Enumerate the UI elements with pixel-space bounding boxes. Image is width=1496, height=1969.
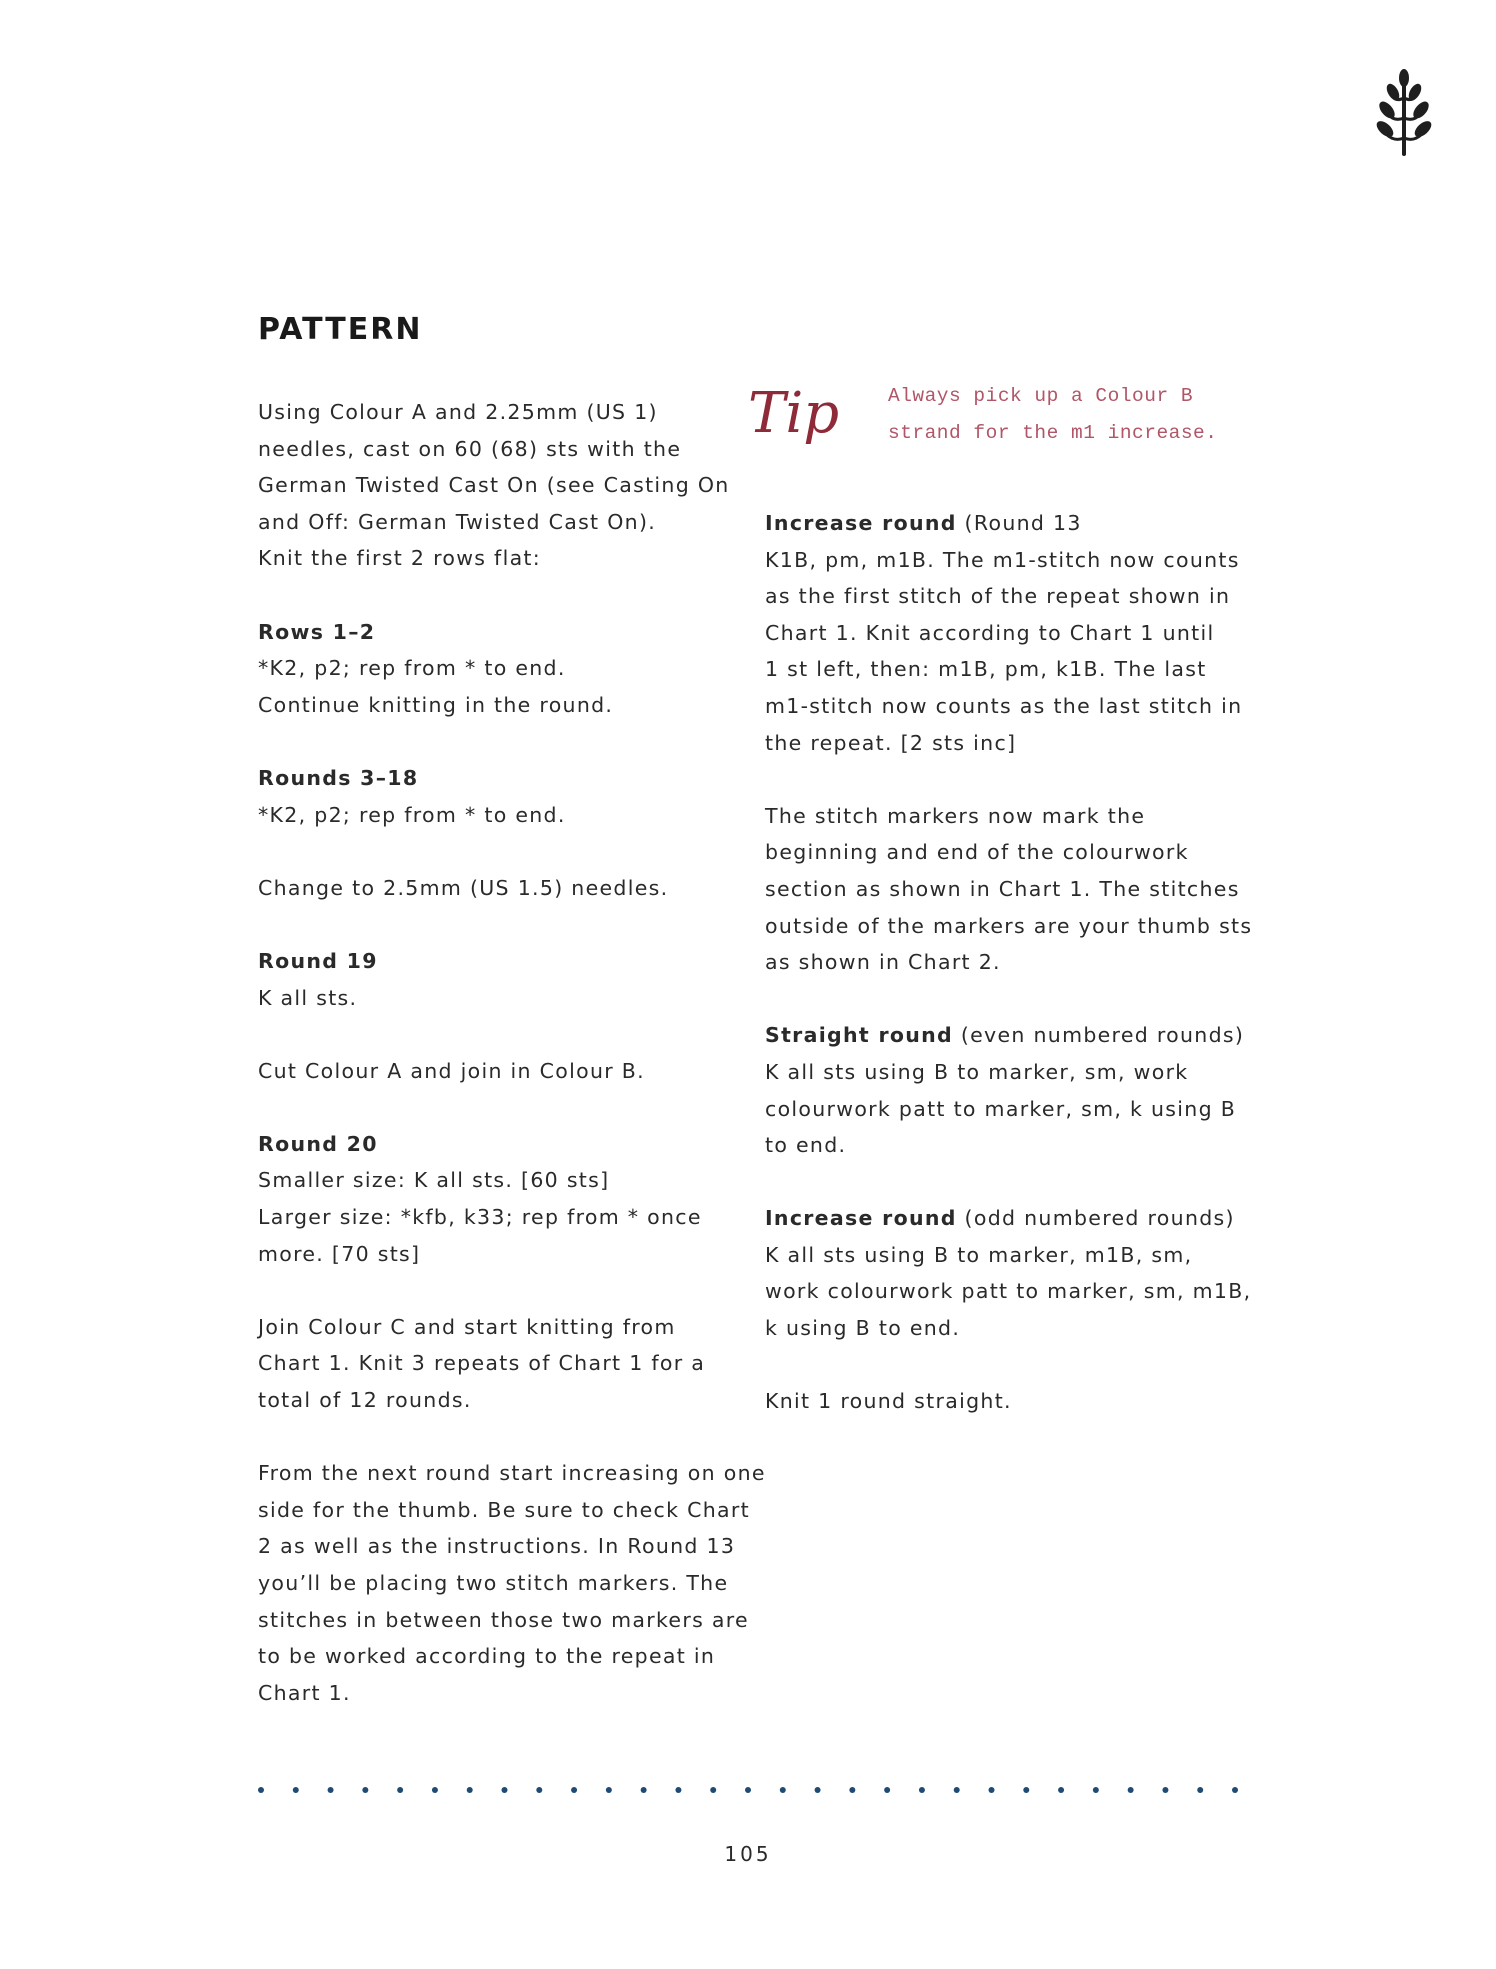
- text-line: beginning and end of the colourwork: [765, 840, 1189, 865]
- divider-dot: [467, 1787, 473, 1793]
- text-line: to end.: [765, 1133, 847, 1158]
- text-line: Chart 1. Knit 3 repeats of Chart 1 for a: [258, 1351, 706, 1376]
- divider-dot: [989, 1787, 995, 1793]
- text-line: *K2, p2; rep from * to end.: [258, 802, 566, 827]
- section-heading: Straight round: [765, 1023, 953, 1048]
- text-line: m1-stitch now counts as the last stitch in: [765, 693, 1243, 718]
- right-column: [765, 505, 1265, 1456]
- section-heading-line: [765, 1017, 1265, 1054]
- text-line: k using B to end.: [765, 1316, 961, 1341]
- divider-dot: [1093, 1787, 1099, 1793]
- text-line: more. [70 sts]: [258, 1241, 421, 1266]
- section-heading-suffix: (Round 13: [956, 511, 1082, 535]
- text-line: Continue knitting in the round.: [258, 692, 614, 717]
- section-heading: Rows 1–2: [258, 619, 376, 644]
- text-line: work colourwork patt to marker, sm, m1B,: [765, 1279, 1252, 1304]
- divider-dot: [710, 1787, 716, 1793]
- text-line: you’ll be placing two stitch markers. The: [258, 1571, 729, 1595]
- text-line: Join Colour C and start knitting from: [258, 1314, 676, 1339]
- section-heading-line: [765, 1200, 1265, 1237]
- text-line: and Off: German Twisted Cast On).: [258, 509, 657, 534]
- divider-dot: [293, 1787, 299, 1793]
- page-number: 105: [724, 1842, 772, 1866]
- section-heading-suffix: (odd numbered rounds): [956, 1206, 1235, 1231]
- divider-dot: [432, 1787, 438, 1793]
- text-line: colourwork patt to marker, sm, k using B: [765, 1096, 1237, 1121]
- divider-dot: [606, 1787, 612, 1793]
- section-heading: Round 20: [258, 1131, 378, 1156]
- divider-dot: [884, 1787, 890, 1793]
- divider-dot: [397, 1787, 403, 1793]
- increase-round-13-section: [765, 505, 1265, 761]
- text-line: as shown in Chart 2.: [765, 950, 1001, 975]
- text-line: K all sts using B to marker, m1B, sm,: [765, 1242, 1193, 1267]
- divider-dot: [954, 1787, 960, 1793]
- tip-label: [748, 380, 844, 450]
- straight-round-section: [765, 1017, 1265, 1163]
- sprig-leaf-icon: [1372, 68, 1436, 156]
- intro-paragraph: [258, 394, 740, 577]
- section-heading: Rounds 3–18: [258, 765, 419, 790]
- join-colour-c-paragraph: [258, 1309, 740, 1419]
- section-heading-line: [765, 505, 1265, 542]
- final-paragraph: [765, 1383, 1265, 1420]
- text-line: side for the thumb. Be sure to check Chart: [258, 1497, 750, 1522]
- text-line: Chart 1.: [258, 1680, 351, 1705]
- round-20-section: [258, 1126, 740, 1272]
- text-line: 1 st left, then: m1B, pm, k1B. The last: [765, 657, 1207, 682]
- divider-dot: [1162, 1787, 1168, 1793]
- divider-dot: [1197, 1787, 1203, 1793]
- text-line: section as shown in Chart 1. The stitches: [765, 876, 1240, 901]
- tip-line: Always pick up a Colour B: [888, 385, 1194, 407]
- text-line: Cut Colour A and join in Colour B.: [258, 1058, 645, 1083]
- text-line: to be worked according to the repeat in: [258, 1644, 716, 1669]
- divider-dot: [815, 1787, 821, 1793]
- text-line: Knit the first 2 rows flat:: [258, 546, 541, 571]
- divider-dot: [849, 1787, 855, 1793]
- text-line: K all sts.: [258, 985, 358, 1010]
- divider-dot: [258, 1787, 264, 1793]
- text-line: stitches in between those two markers are: [258, 1607, 749, 1632]
- rows-1-2-section: [258, 614, 740, 724]
- markers-note-paragraph: [765, 798, 1265, 981]
- text-line: Larger size: *kfb, k33; rep from * once: [258, 1205, 702, 1230]
- text-line: German Twisted Cast On (see Casting On: [258, 473, 730, 498]
- divider-dot: [571, 1787, 577, 1793]
- text-line: the repeat. [2 sts inc]: [765, 730, 1017, 755]
- text-line: Change to 2.5mm (US 1.5) needles.: [258, 875, 669, 900]
- text-line: *K2, p2; rep from * to end.: [258, 656, 566, 681]
- divider-dot: [1058, 1787, 1064, 1793]
- text-line: Chart 1. Knit according to Chart 1 until: [765, 620, 1215, 645]
- text-line: Knit 1 round straight.: [765, 1389, 1012, 1414]
- divider-dot: [919, 1787, 925, 1793]
- dotted-divider: [258, 1784, 1238, 1796]
- divider-dot: [362, 1787, 368, 1793]
- left-column: [258, 394, 766, 1748]
- divider-dot: [1232, 1787, 1238, 1793]
- tip-label-text: Tip: [748, 381, 840, 446]
- section-heading: Round 19: [258, 948, 378, 973]
- text-line: Using Colour A and 2.25mm (US 1): [258, 400, 658, 424]
- increase-round-odd-section: [765, 1200, 1265, 1346]
- thumb-note-paragraph: [258, 1455, 766, 1711]
- divider-dot: [536, 1787, 542, 1793]
- text-line: as the first stitch of the repeat shown in: [765, 584, 1231, 609]
- round-19-section: [258, 943, 740, 1016]
- divider-dot: [641, 1787, 647, 1793]
- rounds-3-18-section: [258, 760, 740, 833]
- tip-note: [888, 378, 1217, 452]
- text-line: 2 as well as the instructions. In Round 13: [258, 1534, 736, 1559]
- text-line: K1B, pm, m1B. The m1-stitch now counts: [765, 547, 1240, 572]
- divider-dot: [780, 1787, 786, 1793]
- section-heading: Increase round: [765, 511, 957, 535]
- text-line: K all sts using B to marker, sm, work: [765, 1059, 1189, 1084]
- text-line: From the next round start increasing on one: [258, 1461, 766, 1486]
- divider-dot: [1023, 1787, 1029, 1793]
- cut-colour-paragraph: [258, 1053, 740, 1090]
- text-line: total of 12 rounds.: [258, 1388, 472, 1413]
- divider-dot: [502, 1787, 508, 1793]
- page-title: PATTERN: [258, 312, 423, 347]
- text-line: outside of the markers are your thumb sts: [765, 913, 1253, 938]
- divider-dot: [328, 1787, 334, 1793]
- text-line: The stitch markers now mark the: [765, 803, 1146, 828]
- divider-dot: [1128, 1787, 1134, 1793]
- section-heading: Increase round: [765, 1206, 957, 1231]
- change-needles-paragraph: [258, 870, 740, 907]
- section-heading-suffix: (even numbered rounds): [953, 1023, 1245, 1048]
- tip-line: strand for the m1 increase.: [888, 422, 1218, 444]
- divider-dot: [675, 1787, 681, 1793]
- divider-dot: [745, 1787, 751, 1793]
- text-line: needles, cast on 60 (68) sts with the: [258, 436, 682, 461]
- text-line: Smaller size: K all sts. [60 sts]: [258, 1168, 610, 1193]
